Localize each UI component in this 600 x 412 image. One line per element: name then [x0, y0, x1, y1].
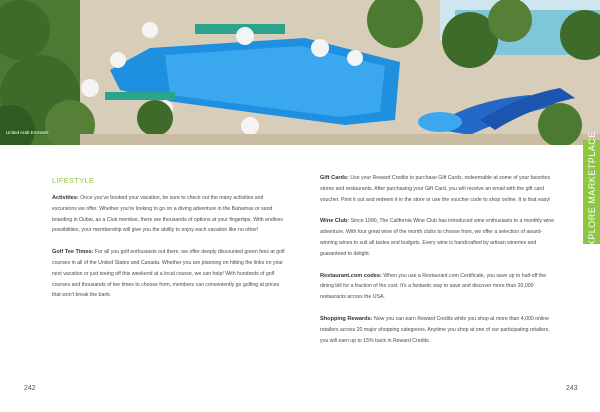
activities-paragraph — [52, 193, 287, 236]
explore-marketplace-tab — [583, 131, 600, 253]
left-column — [52, 193, 287, 312]
section-heading: LIFESTYLE — [52, 176, 95, 185]
wine-club-title: Wine Club: — [320, 218, 350, 225]
gift-cards-text: Use your Reward Credits to purchase Gift Cards, redeemable at some of your favorites stores and restaurants. After purchasing your Gift Card, you will receive an email with the gift card voucher. Print it out and redeem it in the store or use the voucher code to shop online. It is that easy! — [320, 175, 551, 203]
wine-club-paragraph — [320, 216, 555, 259]
restaurant-paragraph — [320, 271, 555, 303]
shopping-rewards-text: Now you can earn Reward Credits while you shop at more than 4,000 online retailers across 20 major shopping categories. Anytime you shop at one of our participating retailers, you will earn up to 15% back in Reward Credits. — [320, 315, 550, 344]
shopping-rewards-paragraph — [320, 314, 555, 346]
page-number-left: 242 — [24, 385, 36, 392]
shopping-rewards-title: Shopping Rewards: — [320, 315, 373, 322]
activities-title: Activities: — [52, 195, 79, 201]
restaurant-title: Restaurant.com codes: — [320, 272, 382, 279]
side-tab-label: EXPLORE MARKETPLACE — [586, 131, 597, 253]
photo-caption: United Arab Emirates — [6, 130, 49, 135]
activities-text: Once you've booked your vacation, be sure to check out the many activities and excursions we offer. Whether you're looking to go on a diving adventure in the Bahamas or sand boarding in Dubai, as a Club member, there are thousands of options at your fingertips. With endless possibilities, your membership will give you the ability to enjoy each vacation like no other! — [52, 195, 283, 234]
restaurant-text: When you use a Restaurant.com Certificate, you save up to half-off the dining bill for a fraction of the cost. It's a fantastic way to save and discover more than 20,000 restaurants across the USA. — [320, 272, 547, 301]
wine-club-text: Since 1990, The California Wine Club has introduced wine enthusiasts to a monthly wine adventure. With four great wine of the month clubs to choose from, we offer a selection of award-winning wines to suit all tastes and budgets. Every wine is handcrafted by artisan wineries and guaranteed to delight. — [320, 218, 555, 257]
page-number-right: 243 — [566, 385, 578, 392]
golf-paragraph — [52, 247, 287, 301]
golf-text: For all you golf enthusiasts out there, we offer deeply discounted green fees at golf courses in all of the United States and Canada. Whether you are planning on hitting the links on your next vacation or just teeing off this weekend at a local course, we can help! With hundreds of golf courses and thousands of tee times to choose from, members can conveniently go golfing at prices that won't break the bank. — [52, 249, 285, 299]
right-column — [320, 173, 555, 357]
gift-cards-paragraph — [320, 173, 555, 205]
gift-cards-title: Gift Cards: — [320, 175, 349, 181]
resort-pool-photo — [0, 0, 600, 145]
golf-title: Golf Tee Times: — [52, 249, 94, 256]
